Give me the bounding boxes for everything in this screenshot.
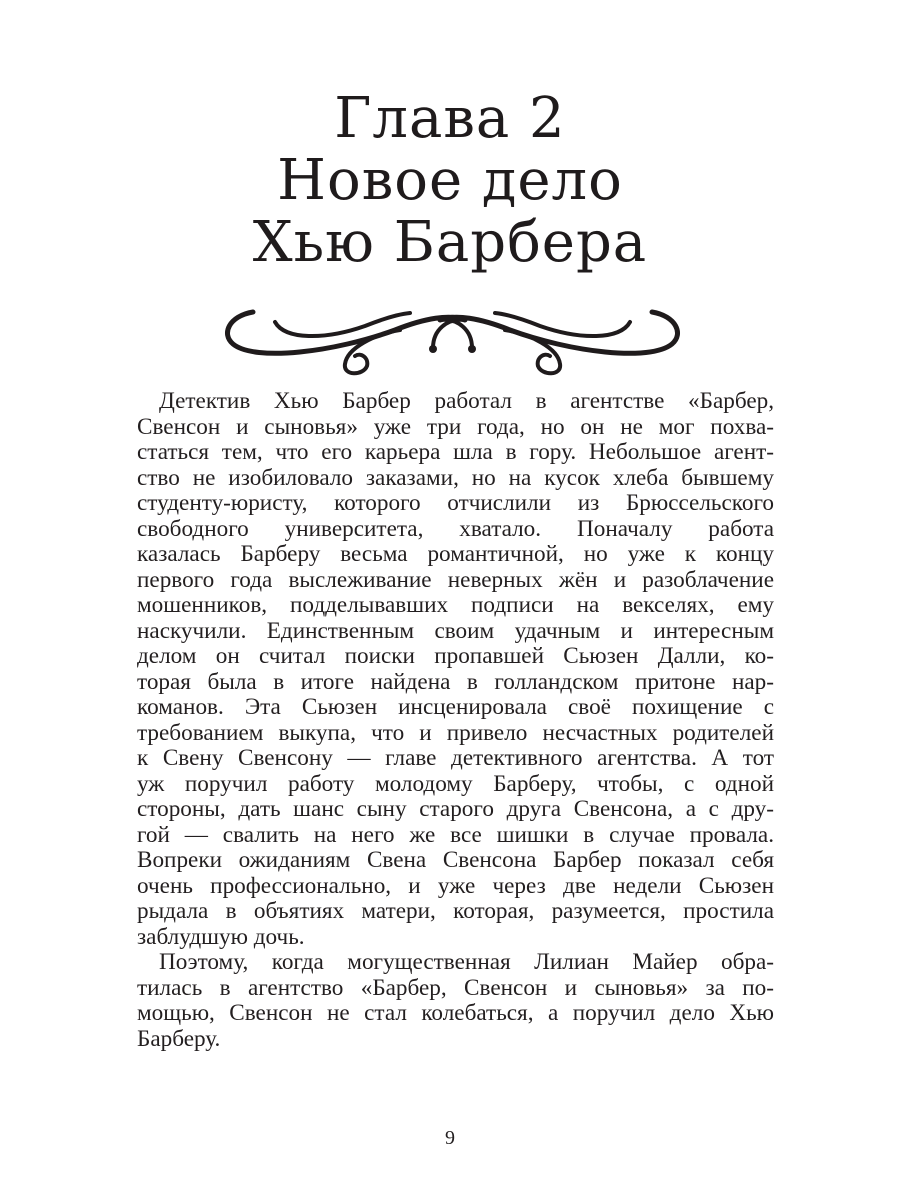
chapter-title-line: Хью Барбера [252, 210, 648, 275]
chapter-title-line: Глава 2 [334, 86, 566, 151]
paragraph [137, 389, 774, 950]
paragraph [137, 950, 774, 1052]
text-line: стороны, дать шанс сыну старого друга Свенсона, а с дру- [137, 796, 774, 822]
text-line: заблудшую дочь. [137, 923, 305, 950]
text-line: команов. Эта Сьюзен инсценировала своё похищение с [137, 694, 774, 720]
text-line: уж поручил работу молодому Барберу, чтобы, с одной [137, 770, 774, 797]
page-number: 9 [445, 1127, 455, 1149]
text-line: мощью, Свенсон не стал колебаться, а поручил дело Хью [137, 1000, 774, 1026]
text-line: студенту-юристу, которого отчислили из Брюссельского [137, 490, 774, 516]
text-line: к Свену Свенсону — главе детективного агентства. А тот [137, 745, 774, 771]
text-line: наскучили. Единственным своим удачным и интересным [137, 617, 774, 644]
text-line: мошенников, подделывавших подписи на векселях, ему [137, 592, 774, 618]
text-line: гой — свалить на него же все шишки в случае провала. [137, 821, 774, 848]
chapter-title [0, 88, 900, 274]
text-line: тилась в агентство «Барбер, Свенсон и сыновья» за по- [137, 974, 774, 1001]
text-line: свободного университета, хватало. Поначалу работа [137, 515, 774, 542]
text-line: Поэтому, когда могущественная Лилиан Майер обра- [159, 949, 774, 975]
text-line: Барберу. [137, 1025, 221, 1052]
text-line: Детектив Хью Барбер работал в агентстве «Барбер, [159, 388, 774, 414]
text-line: Вопреки ожиданиям Свена Свенсона Барбер показал себя [137, 847, 774, 873]
text-line: ство не изобиловало заказами, но на кусок хлеба бывшему [137, 464, 774, 491]
chapter-title-line: Новое дело [277, 148, 623, 213]
text-line: статься тем, что его карьера шла в гору. Небольшое агент- [137, 439, 774, 465]
text-line: требованием выкупа, что и привело несчастных родителей [137, 719, 774, 746]
chapter-body [137, 389, 774, 1052]
text-line: казалась Барберу весьма романтичной, но уже к концу [137, 541, 774, 567]
text-line: рыдала в объятиях матери, которая, разумеется, простила [137, 898, 774, 924]
text-line: Свенсон и сыновья» уже три года, но он не мог похва- [137, 413, 774, 440]
text-line: очень профессионально, и уже через две недели Сьюзен [137, 872, 774, 899]
text-line: торая была в итоге найдена в голландском притоне нар- [137, 668, 774, 695]
text-line: первого года выслеживание неверных жён и разоблачение [137, 566, 774, 593]
text-line: делом он считал поиски пропавшей Сьюзен Далли, ко- [137, 643, 774, 669]
flourish-divider-icon [215, 300, 690, 380]
